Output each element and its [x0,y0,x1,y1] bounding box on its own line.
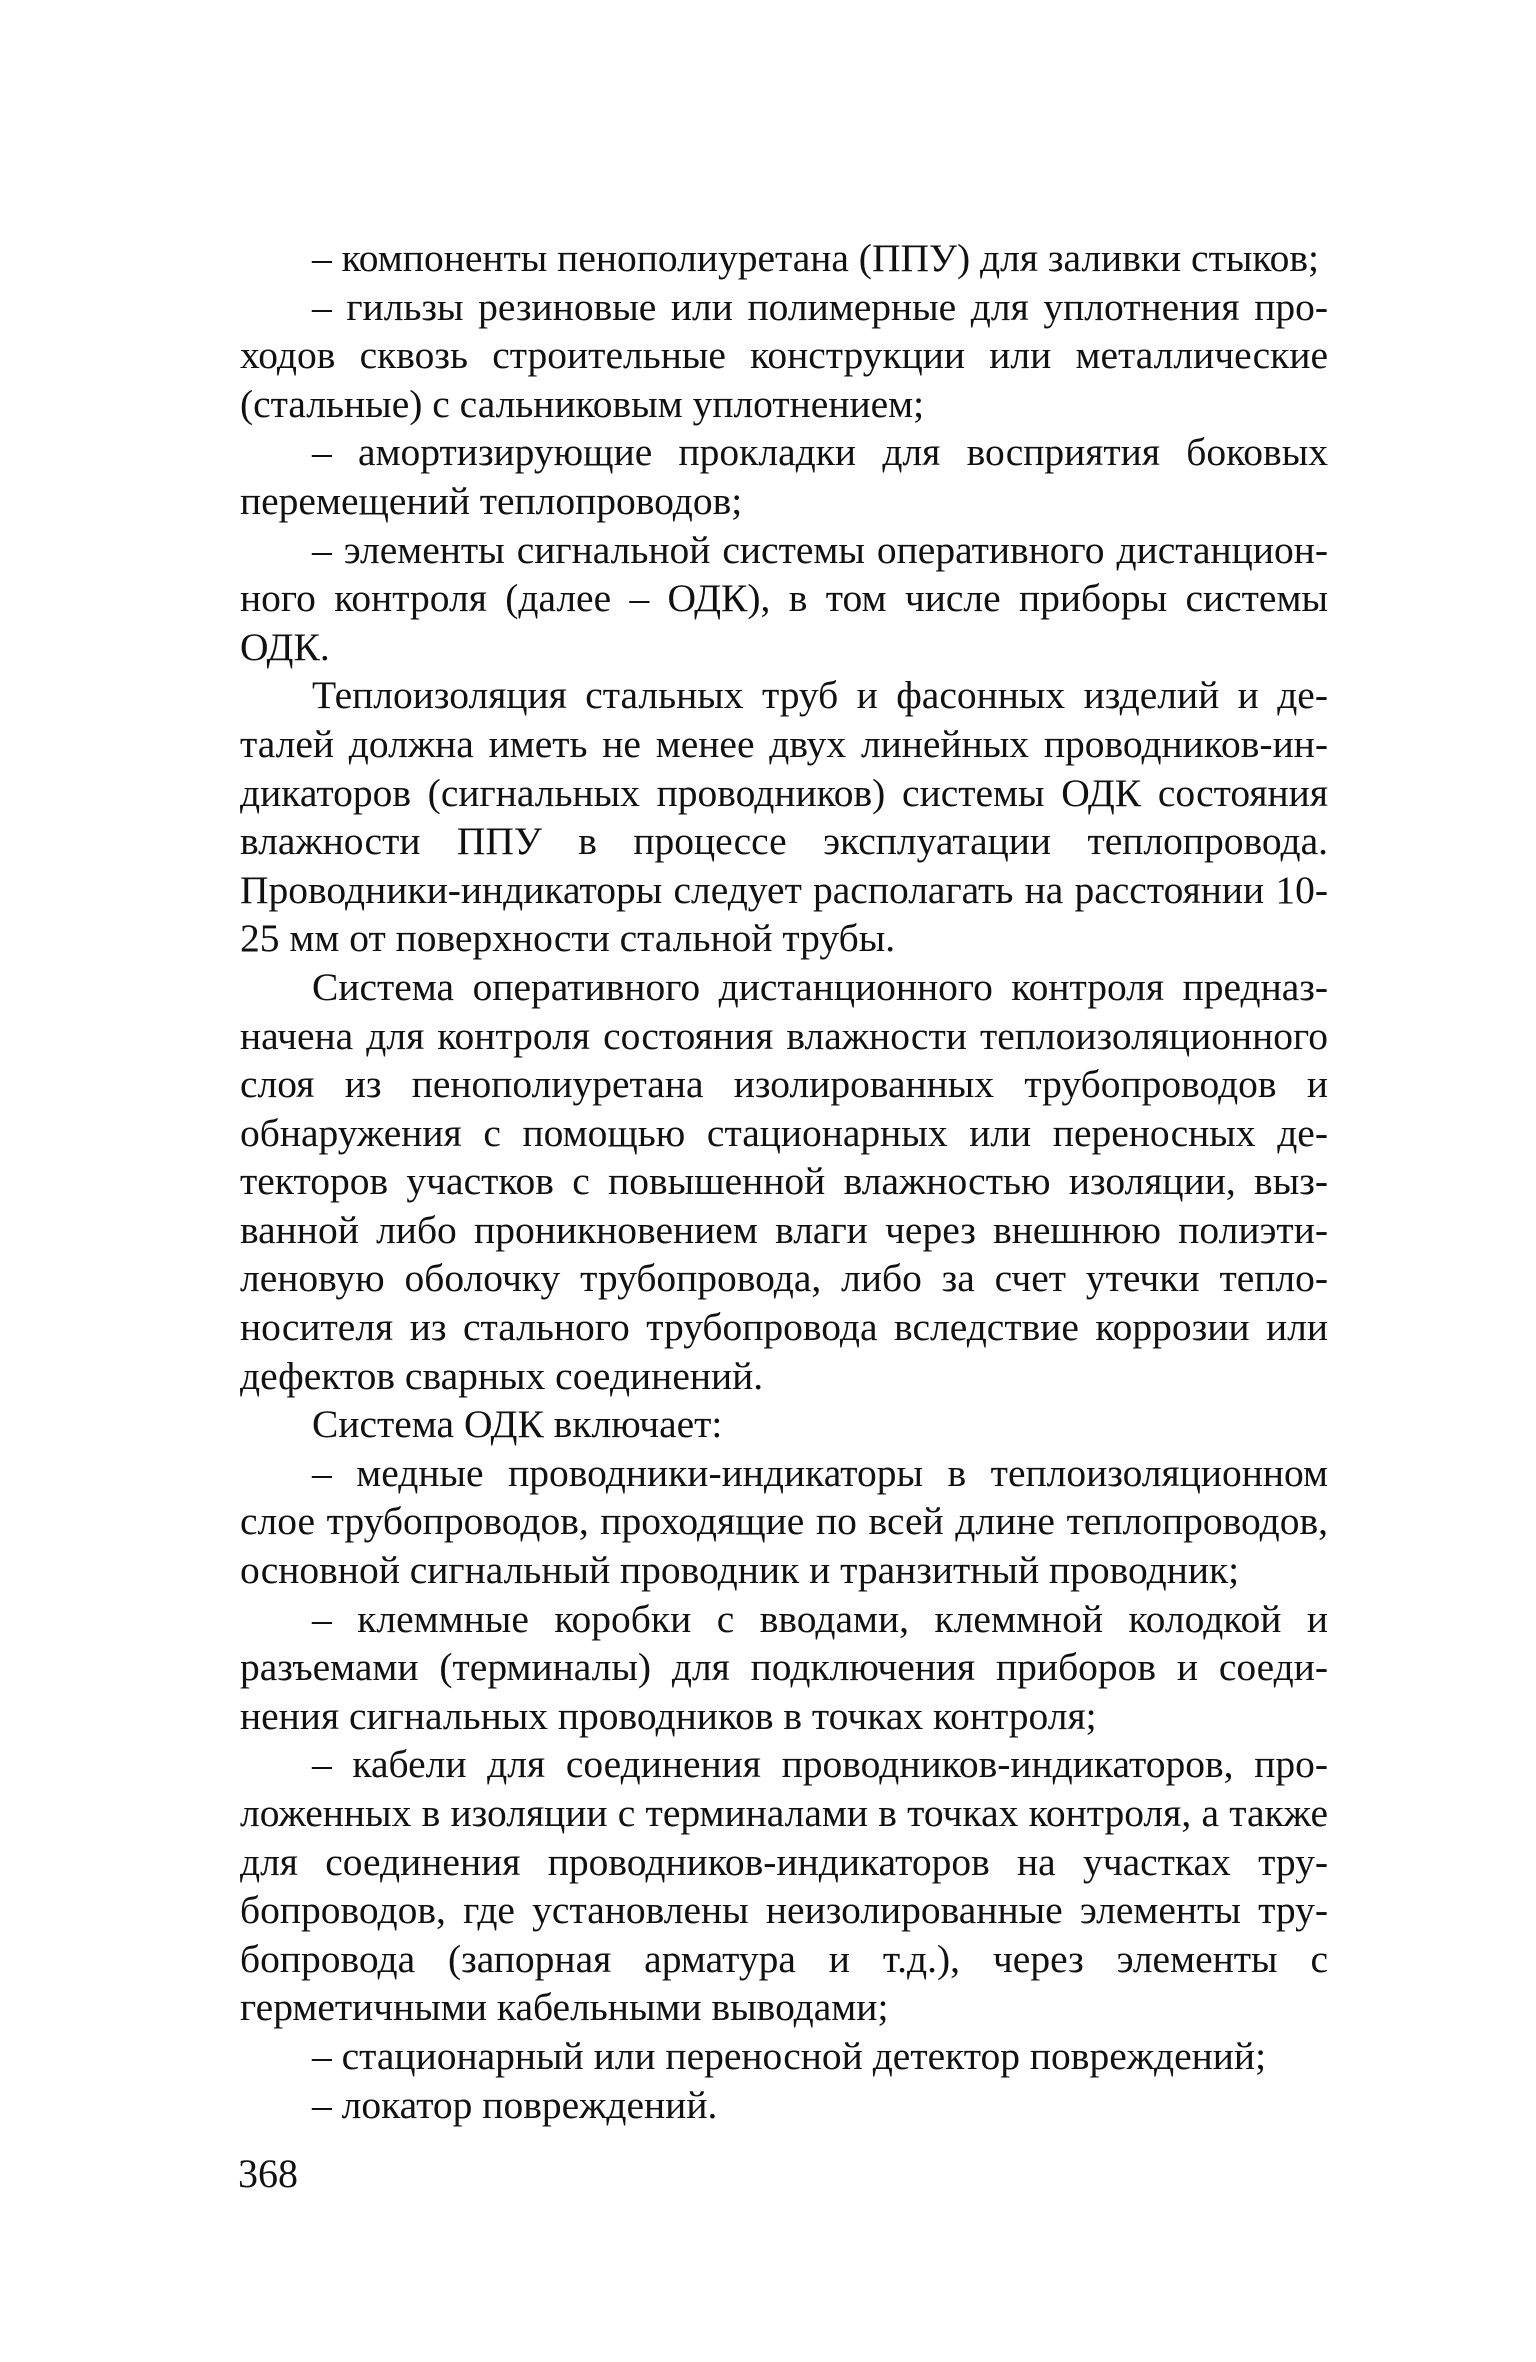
paragraph-7: Система ОДК включает: [312,1402,723,1447]
paragraph-10: – кабели для соединения проводников-индикаторов, проложенных в изоляции с терминалами в точках контроля, а также для соединения проводников-индикаторов на участках трубопроводов, где установлены неизолированные элементы трубопровода (запорная арматура и т.д.), через элементы с герметичными кабельными выводами; [240,1742,1328,2030]
page-body [240,234,1328,2129]
paragraph-3: – амортизирующие прокладки для восприятия боковых перемещений теплопроводов; [240,430,1328,523]
paragraph-2: – гильзы резиновые или полимерные для уплотнения проходов сквозь строительные конструкции или металлические (стальные) с сальниковым уплотнением; [240,284,1328,426]
paragraph-5: Теплоизоляция стальных труб и фасонных изделий и деталей должна иметь не менее двух линейных проводников-индикаторов (сигнальных проводников) системы ОДК состояния влажности ППУ в процессе эксплуатации теплопровода. Проводники-индикаторы следует располагать на расстоянии 10-25 мм от поверхности стальной трубы. [240,673,1328,961]
paragraph-6: Система оперативного дистанционного контроля предназначена для контроля состояния влажности теплоизоляционного слоя из пенополиуретана изолированных трубопроводов и обнаружения с помощью стационарных или переносных детекторов участков с повышенной влажностью изоляции, вызванной либо проникновением влаги через внешнюю полиэтиленовую оболочку трубопровода, либо за счет утечки теплоносителя из стального трубопровода вследствие коррозии или дефектов сварных соединений. [240,964,1328,1398]
paragraph-1: – компоненты пенополиуретана (ППУ) для заливки стыков; [312,236,1319,280]
page-number: 368 [238,2151,298,2196]
paragraph-8: – медные проводники-индикаторы в теплоизоляционном слое трубопроводов, проходящие по всей длине теплопроводов, основной сигнальный проводник и транзитный проводник; [240,1450,1328,1593]
paragraph-12: – локатор повреждений. [312,2082,718,2127]
paragraph-4: – элементы сигнальной системы оперативного дистанционного контроля (далее – ОДК), в том числе приборы системы ОДК. [240,527,1328,669]
paragraph-9: – клеммные коробки с вводами, клеммной колодкой и разъемами (терминалы) для подключения приборов и соединения сигнальных проводников в точках контроля; [240,1596,1328,1738]
paragraph-11: – стационарный или переносной детектор повреждений; [312,2033,1267,2078]
